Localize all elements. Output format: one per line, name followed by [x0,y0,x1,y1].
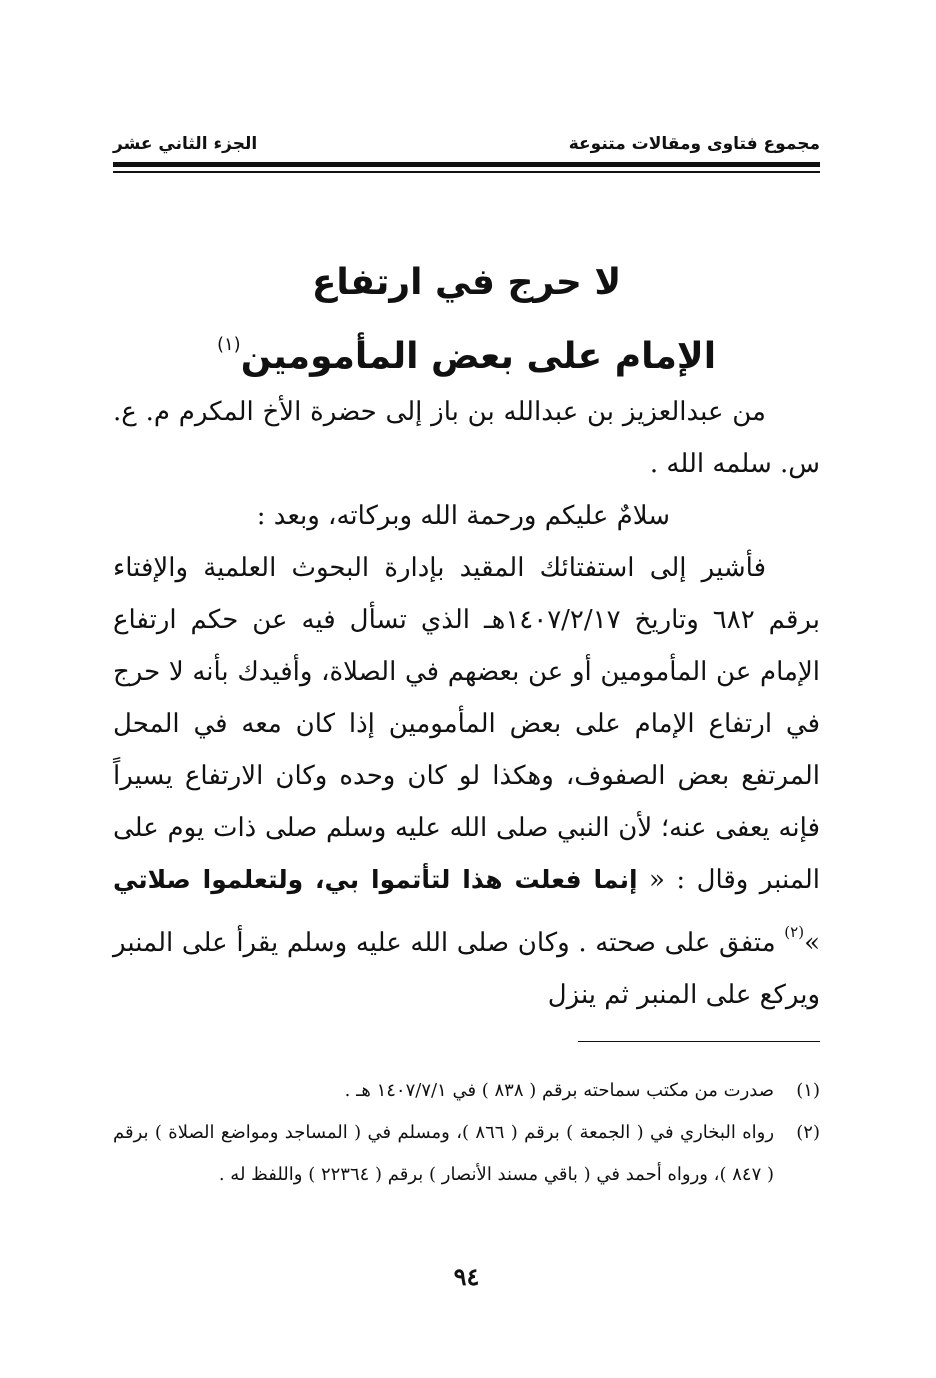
paragraph-salutation-from: من عبدالعزيز بن عبدالله بن باز إلى حضرة الأخ المكرم م. ع. س. سلمه الله . [113,397,820,479]
article-body [113,386,820,1021]
hadith-quote: إنما فعلت هذا لتأتموا بي، ولتعلموا صلاتي [113,865,638,894]
paragraph-greeting: سلامٌ عليكم ورحمة الله وبركاته، وبعد : [256,501,670,531]
footnote-marker-2: (٢) [784,923,805,941]
footnote-separator [578,1041,820,1042]
title-line-2 [113,314,820,388]
footnotes [113,1070,820,1196]
answer-quote-close: » [804,928,820,958]
page-number: ٩٤ [453,1262,480,1291]
footnote-text: صدرت من مكتب سماحته برقم ( ٨٣٨ ) في ١٤٠٧/٧/١ هـ . [344,1080,774,1101]
answer-text-2: متفق على صحته . وكان صلى الله عليه وسلم يقرأ على المنبر ويركع على المنبر ثم ينزل [113,928,820,1010]
title-footnote-marker: (١) [216,334,241,355]
volume-label: الجزء الثاني عشر [113,134,258,154]
footnote-item [113,1070,820,1112]
answer-text-1: فأشير إلى استفتائك المقيد بإدارة البحوث العلمية والإفتاء برقم ٦٨٢ وتاريخ ١٤٠٧/٢/١٧هـ الذي تسأل فيه عن حكم ارتفاع الإمام عن المأمومين أو عن بعضهم في الصلاة، وأفيدك بأنه لا حرج في ارتفاع الإمام على بعض المأمومين إذا كان معه في المحل المرتفع بعض الصفوف، وهكذا لو كان وحده وكان الارتفاع يسيراً فإنه يعفى عنه؛ لأن النبي صلى الله عليه وسلم صلى ذات يوم على المنبر وقال : « [113,553,821,895]
title-line-1: لا حرج في ارتفاع [311,262,622,303]
title-line-2-text: الإمام على بعض المأمومين [240,336,717,377]
footnote-number: (١) [796,1080,820,1101]
book-title: مجموع فتاوى ومقالات متنوعة [568,134,820,154]
running-header [113,128,820,154]
header-rule-thick [113,162,820,167]
footnote-text: رواه البخاري في ( الجمعة ) برقم ( ٨٦٦ )، ومسلم في ( المساجد ومواضع الصلاة ) برقم ( ٨٤٧ )، ورواه أحمد في ( باقي مسند الأنصار ) برقم ( ٢٢٣٦٤ ) واللفظ له . [113,1122,775,1185]
footnote-item [113,1112,820,1196]
footnote-number: (٢) [796,1122,820,1143]
header-rule-thin [113,171,820,173]
article-title [113,252,820,388]
paragraph-answer [113,542,820,1021]
